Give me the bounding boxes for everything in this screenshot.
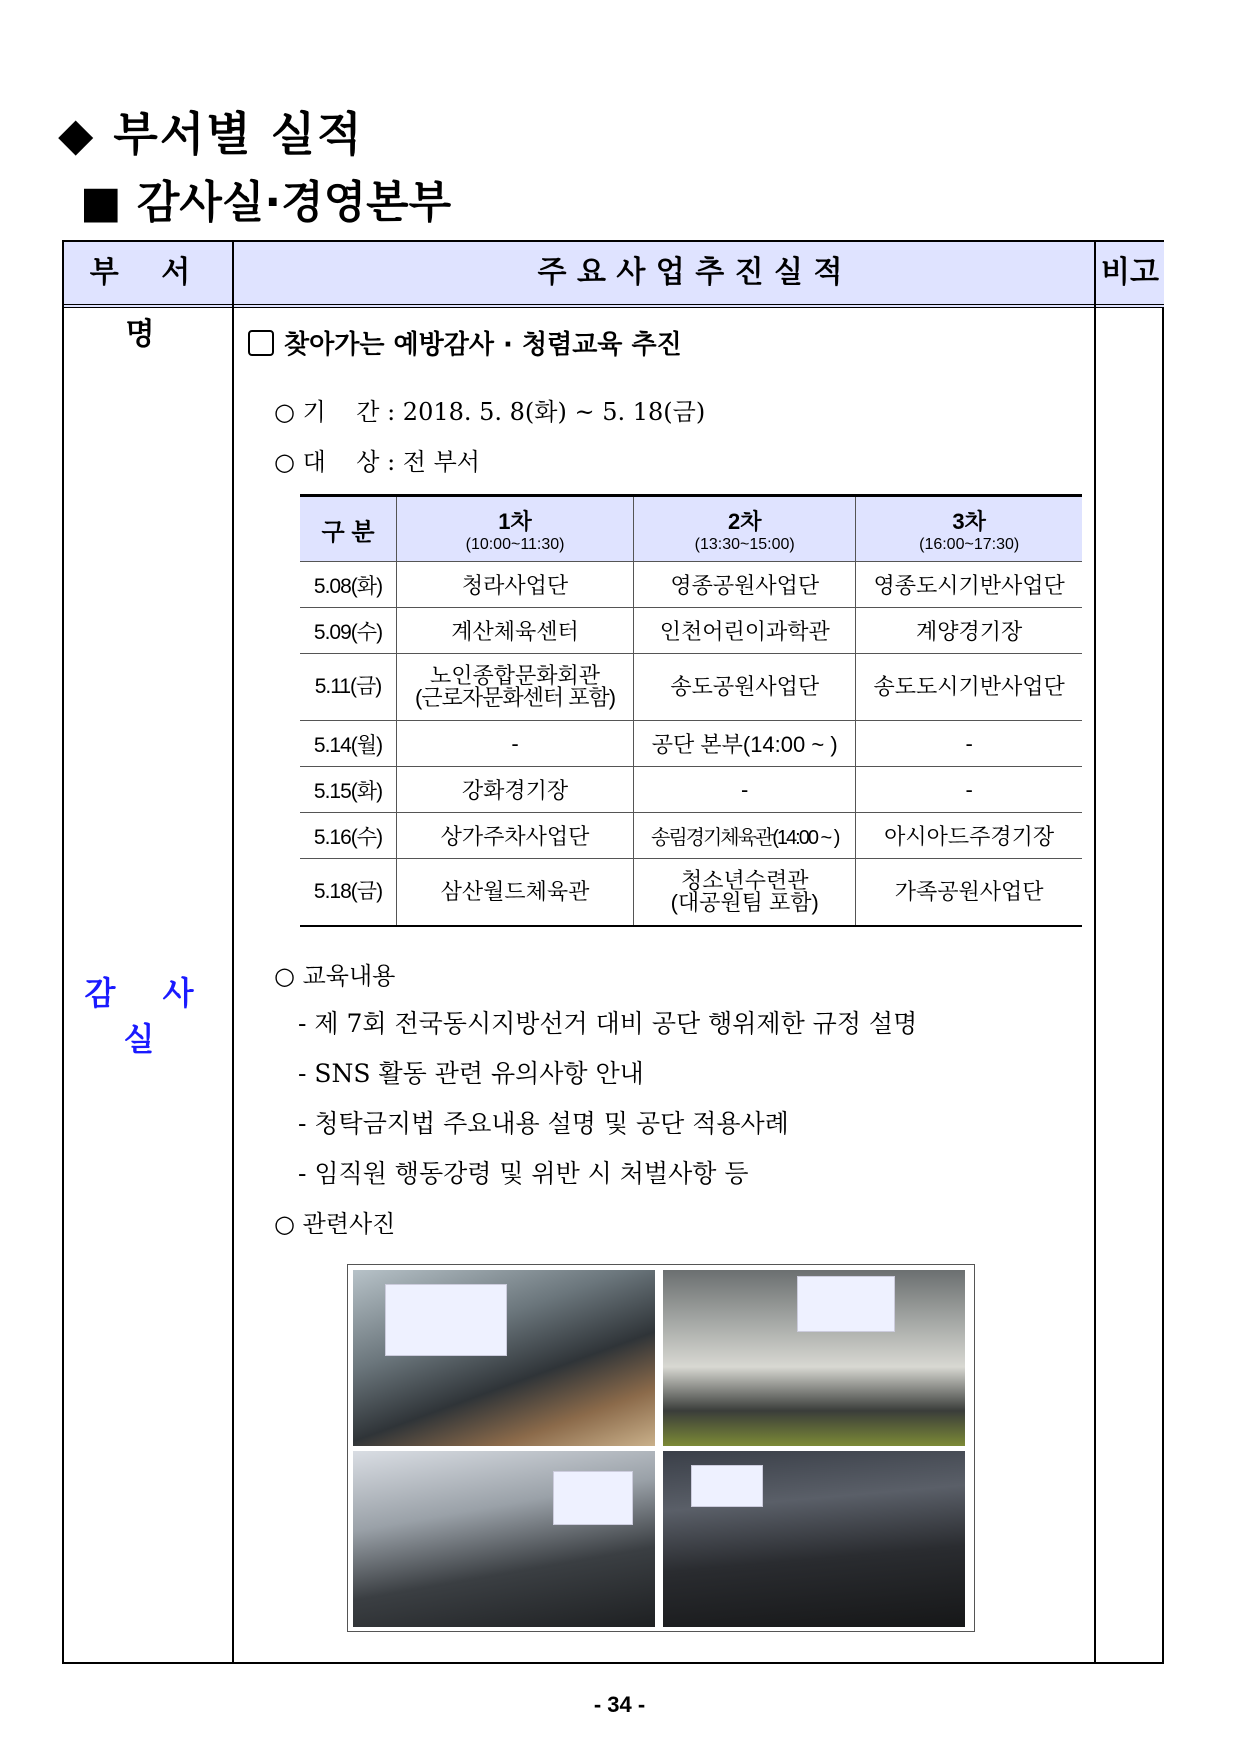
cell: 청라사업단: [397, 562, 634, 608]
cell: 송림경기체육관(14:00 ~ ): [634, 813, 856, 859]
training-photo: [663, 1451, 965, 1627]
cell-line: 청소년수련관: [680, 868, 809, 893]
cell: 계양경기장: [856, 608, 1082, 654]
edu-item: - 임직원 행동강령 및 위반 시 처벌사항 등: [298, 1159, 749, 1188]
row-date: 5.09(수): [300, 608, 397, 654]
projector-screen: [691, 1465, 763, 1507]
col-label: 3차: [952, 508, 986, 534]
cell-line: 노인종합문화회관: [430, 663, 601, 688]
cell: 가족공원사업단: [856, 859, 1082, 927]
schedule-col-1: [397, 496, 634, 562]
cell: [634, 859, 856, 927]
schedule-col-label: 구 분: [300, 496, 397, 562]
cell: -: [856, 767, 1082, 813]
column-divider: [1094, 242, 1096, 1662]
performance-table: [62, 240, 1164, 1664]
edu-item: - 청탁금지법 주요내용 설명 및 공단 적용사례: [298, 1109, 789, 1138]
cell: 영종도시기반사업단: [856, 562, 1082, 608]
training-photo: [353, 1451, 655, 1627]
cell: 강화경기장: [397, 767, 634, 813]
cell: -: [856, 721, 1082, 767]
edu-title: ○ 교육내용: [274, 962, 396, 990]
col-time: (16:00~17:30): [919, 535, 1020, 553]
projector-screen: [553, 1471, 633, 1525]
cell: 계산체육센터: [397, 608, 634, 654]
cell: 송도공원사업단: [634, 654, 856, 721]
row-date: 5.11(금): [300, 654, 397, 721]
cell: [397, 654, 634, 721]
dept-name: 감 사 실: [84, 974, 212, 1058]
header-dept: 부 서 명: [89, 255, 207, 352]
cell-line: (근로자문화센터 포함): [415, 685, 616, 710]
photo-grid: [347, 1264, 975, 1632]
table-row: [300, 654, 1082, 721]
col-label: 2차: [727, 508, 762, 534]
projector-screen: [385, 1284, 507, 1356]
table-row: [300, 562, 1082, 608]
edu-item: - SNS 활동 관련 유의사항 안내: [298, 1059, 644, 1088]
cell: 상가주차사업단: [397, 813, 634, 859]
table-row: [300, 767, 1082, 813]
cell: 아시아드주경기장: [856, 813, 1082, 859]
row-date: 5.08(화): [300, 562, 397, 608]
cell: 삼산월드체육관: [397, 859, 634, 927]
row-date: 5.16(수): [300, 813, 397, 859]
target-line: ○ 대 상 : 전 부서: [274, 448, 480, 476]
row-date: 5.18(금): [300, 859, 397, 927]
period-line: ○ 기 간 : 2018. 5. 8(화) ~ 5. 18(금): [274, 398, 706, 426]
section-title: [248, 324, 682, 361]
table-row: [300, 859, 1082, 927]
col-time: (10:00~11:30): [465, 535, 565, 553]
schedule-header-row: [300, 496, 1082, 562]
cell: -: [634, 767, 856, 813]
edu-item: - 제 7회 전국동시지방선거 대비 공단 행위제한 규정 설명: [298, 1009, 918, 1038]
schedule-table: [300, 494, 1082, 927]
header-main: 주 요 사 업 추 진 실 적: [537, 255, 843, 290]
cell: 송도도시기반사업단: [856, 654, 1082, 721]
cell: 공단 본부(14:00 ~ ): [634, 721, 856, 767]
subsection-heading: ■ 감사실·경영본부: [80, 177, 452, 228]
column-divider: [232, 242, 234, 1662]
schedule-col-2: [634, 496, 856, 562]
section-title-text: 찾아가는 예방감사 · 청렴교육 추진: [284, 330, 682, 360]
training-photo: [663, 1270, 965, 1446]
schedule-col-3: [856, 496, 1082, 562]
cell: 영종공원사업단: [634, 562, 856, 608]
checkbox-icon: [248, 330, 274, 356]
table-row: [300, 608, 1082, 654]
col-label: 1차: [498, 508, 532, 534]
cell-line: (대공원팀 포함): [670, 890, 819, 915]
header-note: 비고: [1101, 255, 1159, 290]
page-number: - 34 -: [593, 1692, 646, 1717]
training-photo: [353, 1270, 655, 1446]
row-date: 5.14(월): [300, 721, 397, 767]
projector-screen: [797, 1276, 895, 1332]
table-row: [300, 721, 1082, 767]
table-row: [300, 813, 1082, 859]
photo-title: ○ 관련사진: [274, 1210, 396, 1238]
col-time: (13:30~15:00): [694, 535, 795, 553]
section-heading: ◆ 부서별 실적: [58, 107, 364, 161]
row-date: 5.15(화): [300, 767, 397, 813]
cell: 인천어린이과학관: [634, 608, 856, 654]
cell: -: [397, 721, 634, 767]
